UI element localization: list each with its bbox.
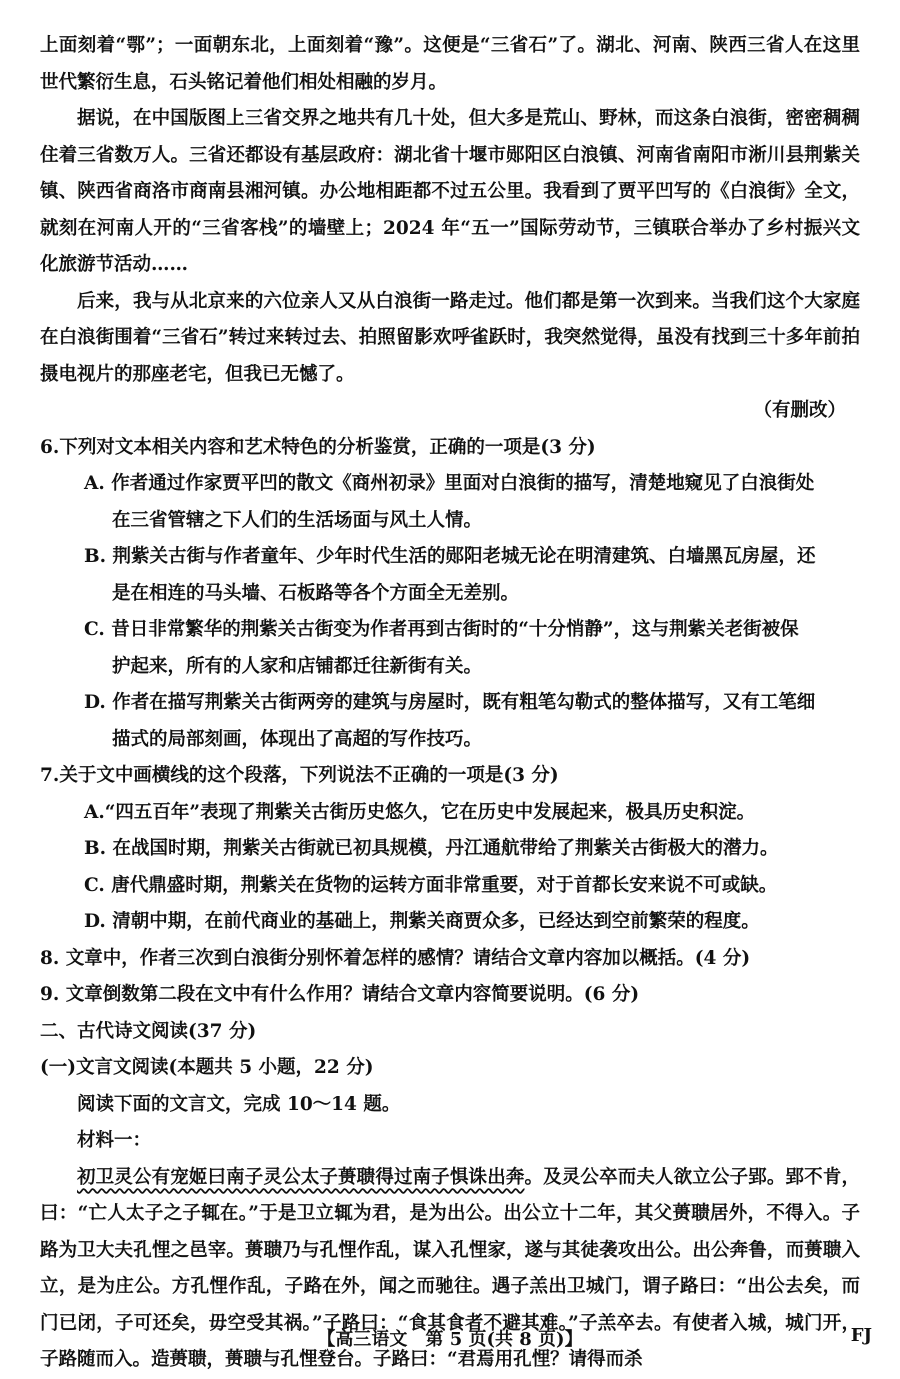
question-6-stem: 6.下列对文本相关内容和艺术特色的分析鉴赏，正确的一项是(3 分) xyxy=(40,436,596,458)
reading-instruction: 阅读下面的文言文，完成 10～14 题。 xyxy=(77,1093,401,1115)
section-2-title: 二、古代诗文阅读(37 分) xyxy=(40,1020,257,1042)
option-a-line-1: A. 作者通过作家贾平凹的散文《商州初录》里面对白浪街的描写，清楚地窥见了白浪街处 xyxy=(84,473,815,494)
passage-paragraph-2: 据说，在中国版图上三省交界之地共有几十处，但大多是荒山、野林，而这条白浪街，密密稠稠住着三省数万人。三省还都设有基层政府：湖北省十堰市郧阳区白浪镇、河南省南阳市淅川县荆紫关镇、陕西省商洛市商南县湘河镇。办公地相距都不过五公里。我看到了贾平凹写的《白浪街》全文，就刻在河南人开的“三省客栈”的墙壁上；2024 年“五一”国际劳动节，三镇联合举办了乡村振兴文化旅游节活动…… xyxy=(40,108,860,275)
question-7-option-d: D. 清朝中期，在前代商业的基础上，荆紫关商贾众多，已经达到空前繁荣的程度。 xyxy=(84,911,760,932)
page-footer xyxy=(0,1325,900,1355)
classical-text-rest: 。及灵公卒而夫人欲立公子郢。郢不肯，曰：“亡人太子之子辄在。”于是卫立辄为君，是为出公。出公立十二年，其父蒉聩居外，不得入。子路为卫大夫孔悝之邑宰。蒉聩乃与孔悝作乱，谋入孔悝家，遂与其徒袭攻出公。出公奔鲁，而蒉聩入立，是为庄公。方孔悝作乱，子路在外，闻之而驰往。遇子羔出卫城门，谓子路曰：“出公去矣，而门已闭，子可还矣，毋空受其祸。”子路曰：“食其食者不避其难。”子羔卒去。有使者入城，城门开，子路随而入。造蒉聩，蒉聩与孔悝登台。子路曰：“君焉用孔悝？请得而杀 xyxy=(40,1166,860,1370)
passage-paragraph-1: 上面刻着“鄂”；一面朝东北，上面刻着“豫”。这便是“三省石”了。湖北、河南、陕西三省人在这里世代繁衍生息，石头铭记着他们相处相融的岁月。 xyxy=(40,35,860,93)
question-9: 9. 文章倒数第二段在文中有什么作用？请结合文章内容简要说明。(6 分) xyxy=(40,984,640,1005)
underlined-sentence: 初卫灵公有宠姬曰南子灵公太子蒉聩得过南子惧诛出奔 xyxy=(77,1166,525,1188)
option-d-line-1: D. 作者在描写荆紫关古街两旁的建筑与房屋时，既有粗笔勾勒式的整体描写，又有工笔细 xyxy=(84,692,816,713)
question-8: 8. 文章中，作者三次到白浪街分别怀着怎样的感情？请结合文章内容加以概括。(4 分) xyxy=(40,947,751,969)
question-7-option-b: B. 在战国时期，荆紫关古街就已初具规模，丹江通航带给了荆紫关古街极大的潜力。 xyxy=(84,838,779,859)
page-number: 【高三语文 第 5 页(共 8 页)】 xyxy=(317,1329,583,1350)
question-6-option-d xyxy=(40,685,860,758)
material-label: 材料一： xyxy=(77,1130,152,1151)
question-7-option-a: A.“四五百年”表现了荆紫关古街历史悠久，它在历史中发展起来，极具历史积淀。 xyxy=(84,801,756,823)
question-7-stem: 7.关于文中画横线的这个段落，下列说法不正确的一项是(3 分) xyxy=(40,765,559,786)
passage-paragraph-3: 后来，我与从北京来的六位亲人又从白浪街一路走过。他们都是第一次到来。当我们这个大家庭在白浪街围着“三省石”转过来转过去、拍照留影欢呼雀跃时，我突然觉得，虽没有找到三十多年前拍摄电视片的那座老宅，但我已无憾了。 xyxy=(40,290,860,385)
option-c-line-1: C. 昔日非常繁华的荆紫关古街变为作者再到古街时的“十分悄静”，这与荆紫关老街被保 xyxy=(84,619,799,640)
edit-note: （有删改） xyxy=(753,400,846,421)
section-2-subtitle: (一)文言文阅读(本题共 5 小题，22 分) xyxy=(40,1057,374,1078)
question-7-option-c: C. 唐代鼎盛时期，荆紫关在货物的运转方面非常重要，对于首都长安来说不可或缺。 xyxy=(84,874,778,896)
option-b-line-2: 是在相连的马头墙、石板路等各个方面全无差别。 xyxy=(112,582,520,604)
option-a-line-2: 在三省管辖之下人们的生活场面与风土人情。 xyxy=(112,509,483,531)
region-code: FJ xyxy=(850,1325,872,1346)
option-b-line-1: B. 荆紫关古街与作者童年、少年时代生活的郧阳老城无论在明清建筑、白墙黑瓦房屋，还 xyxy=(84,546,816,567)
question-6-option-a xyxy=(40,466,860,539)
option-d-line-2: 描式的局部刻画，体现出了高超的写作技巧。 xyxy=(112,728,483,750)
question-6-option-b xyxy=(40,539,860,612)
question-6-option-c xyxy=(40,612,860,685)
option-c-line-2: 护起来，所有的人家和店铺都迁往新街有关。 xyxy=(112,655,483,677)
